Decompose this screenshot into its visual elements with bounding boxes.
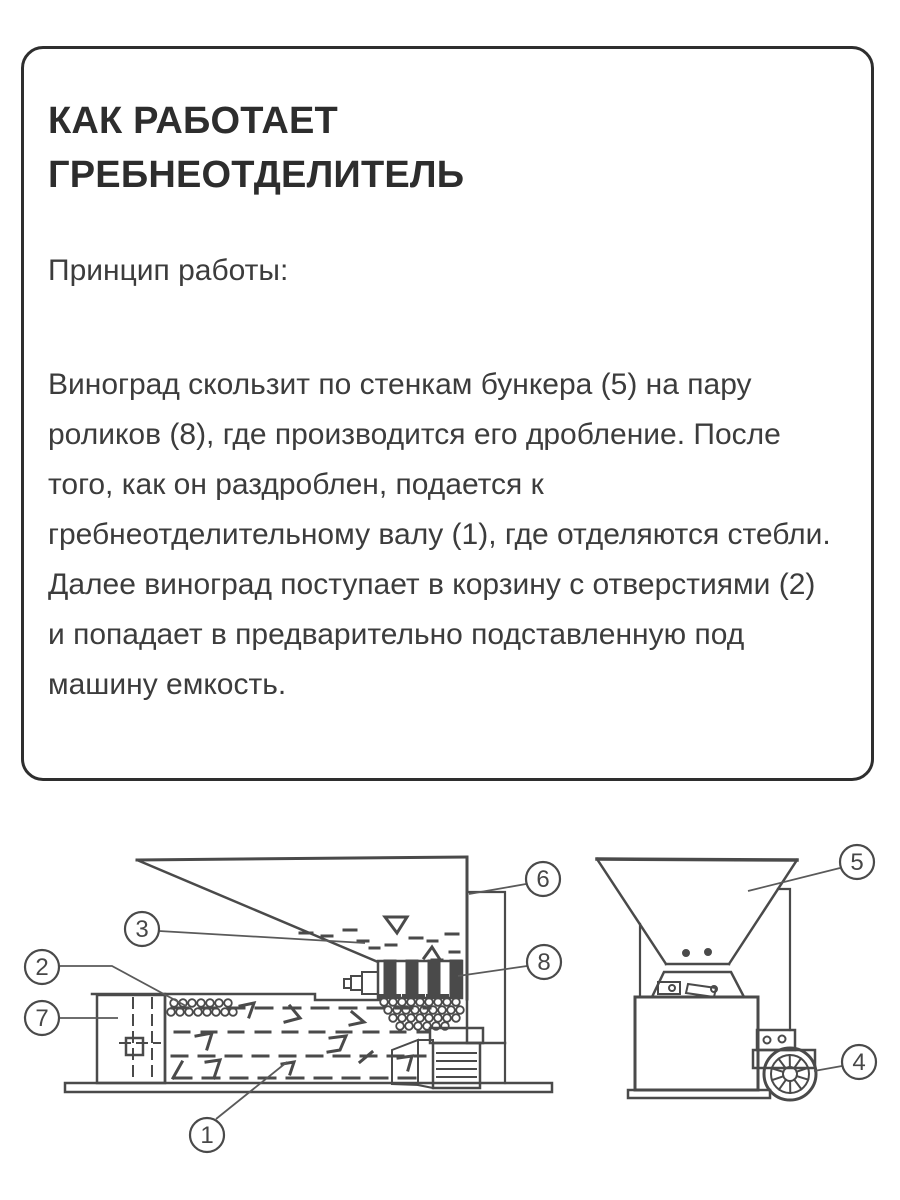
bolt-dot <box>705 949 712 956</box>
callout-7 <box>25 1001 59 1035</box>
roller-hatch <box>390 966 456 992</box>
svg-text:4: 4 <box>852 1049 866 1076</box>
leader-3 <box>159 931 365 943</box>
principle-paragraph: Виноград скользит по стенкам бункера (5) на пару роликов (8), где производится его дробление. После того, как он раздроблен, подается к гребнеотделительному валу (1), где отделяются стебли. Далее виноград поступает в корзину с отверстиями (2) и попадает в предварительно подставленную под машину емкость. <box>48 368 831 701</box>
callout-5 <box>840 845 874 879</box>
principle-label: Принцип работы: <box>48 254 289 287</box>
svg-text:5: 5 <box>850 849 864 876</box>
leader-4 <box>814 1066 842 1071</box>
leader-2 <box>59 966 186 1006</box>
latch-bolt <box>711 986 717 992</box>
callout-6 <box>526 862 560 896</box>
diagram-drawing <box>0 800 900 1200</box>
funnel-walls <box>597 859 797 964</box>
bolt-dot <box>683 950 690 957</box>
base-plate-end <box>628 1090 770 1098</box>
hopper-slope <box>137 860 378 962</box>
callout-4 <box>842 1045 876 1079</box>
frame-crossbar <box>467 999 505 1043</box>
motor-body <box>433 1043 480 1088</box>
frame-column <box>467 892 505 1083</box>
svg-text:6: 6 <box>536 866 550 893</box>
svg-text:8: 8 <box>537 949 551 976</box>
callout-2 <box>25 950 59 984</box>
callout-3 <box>125 912 159 946</box>
hopper-top-edge <box>137 857 467 860</box>
terminal-bolt <box>779 1036 786 1043</box>
leader-1 <box>216 1062 287 1119</box>
callout-1 <box>190 1118 224 1152</box>
body-box <box>635 997 758 1090</box>
callout-8 <box>527 945 561 979</box>
svg-text:7: 7 <box>35 1005 49 1032</box>
svg-text:1: 1 <box>200 1122 214 1149</box>
leader-5 <box>748 868 840 891</box>
funnel-top-edge <box>597 859 797 860</box>
machine-diagram <box>0 800 900 1200</box>
pulley-band <box>418 1040 433 1088</box>
svg-text:3: 3 <box>135 916 149 943</box>
motor-hatch <box>437 1053 476 1077</box>
roller-drive <box>344 972 378 994</box>
terminal-bolt <box>764 1037 771 1044</box>
svg-text:2: 2 <box>35 954 49 981</box>
shaft-bearing <box>126 1038 143 1055</box>
page-title: КАК РАБОТАЕТ ГРЕБНЕОТДЕЛИТЕЛЬ <box>48 100 465 196</box>
crushed-grape-bubbles <box>167 998 464 1030</box>
description-card <box>21 46 874 781</box>
latch-bolt <box>669 985 675 991</box>
frame-right <box>778 889 790 1030</box>
end-view <box>597 859 816 1100</box>
